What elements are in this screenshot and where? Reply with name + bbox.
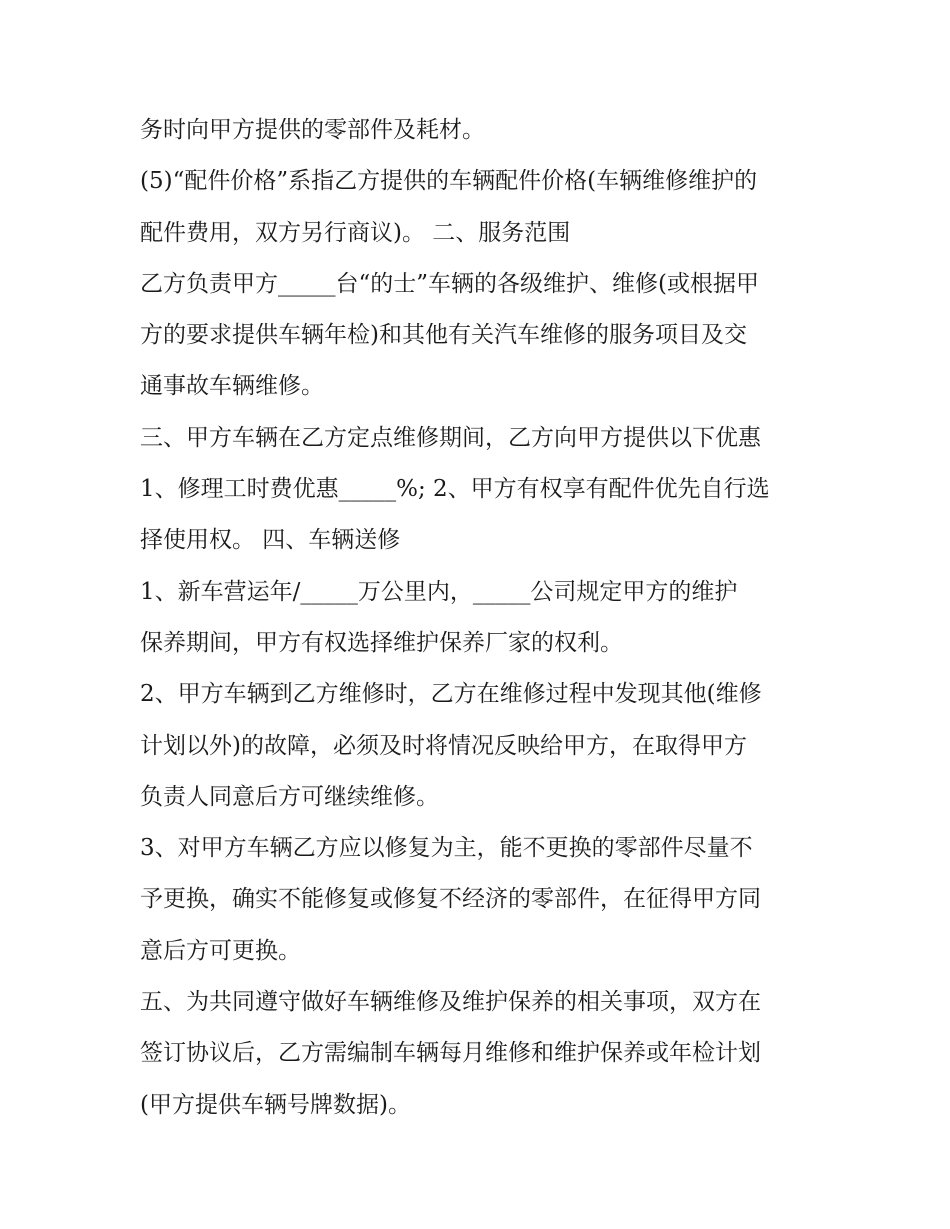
text-line: 负责人同意后方可继续维修。 [140, 783, 439, 810]
text-line: 予更换，确实不能修复或修复不经济的零部件，在征得甲方同 [140, 886, 761, 913]
text-line: 2、甲方车辆到乙方维修时，乙方在维修过程中发现其他(维修 [140, 681, 762, 708]
contract-text [140, 105, 820, 1131]
text-line: 五、为共同遵守做好车辆维修及维护保养的相关事项，双方在 [140, 989, 761, 1016]
text-line: 方的要求提供车辆年检)和其他有关汽车维修的服务项目及交 [140, 322, 747, 349]
text-line: 计划以外)的故障，必须及时将情况反映给甲方，在取得甲方 [140, 732, 747, 759]
text-line: 意后方可更换。 [140, 937, 301, 964]
text-line: 1、修理工时费优惠_____%; 2、甲方有权享有配件优先自行选 [140, 476, 770, 503]
text-line: 择使用权。 四、车辆送修 [140, 527, 401, 554]
text-line: 务时向甲方提供的零部件及耗材。 [140, 117, 485, 143]
text-line: 配件费用，双方另行商议)。 二、服务范围 [140, 219, 571, 246]
text-line: 签订协议后，乙方需编制车辆每月维修和维护保养或年检计划 [140, 1040, 761, 1067]
text-line: 保养期间，甲方有权选择维护保养厂家的权利。 [140, 629, 623, 656]
text-line: 乙方负责甲方_____台“的士”车辆的各级维护、维修(或根据甲 [140, 270, 759, 297]
text-line: (甲方提供车辆号牌数据)。 [140, 1091, 411, 1118]
text-line: (5)“配件价格”系指乙方提供的车辆配件价格(车辆维修维护的 [140, 168, 758, 195]
text-line: 3、对甲方车辆乙方应以修复为主，能不更换的零部件尽量不 [140, 835, 753, 862]
text-line: 三、甲方车辆在乙方定点维修期间，乙方向甲方提供以下优惠 [140, 424, 761, 451]
text-line: 通事故车辆维修。 [140, 373, 324, 400]
text-line: 1、新车营运年/_____万公里内，_____公司规定甲方的维护 [140, 578, 738, 605]
